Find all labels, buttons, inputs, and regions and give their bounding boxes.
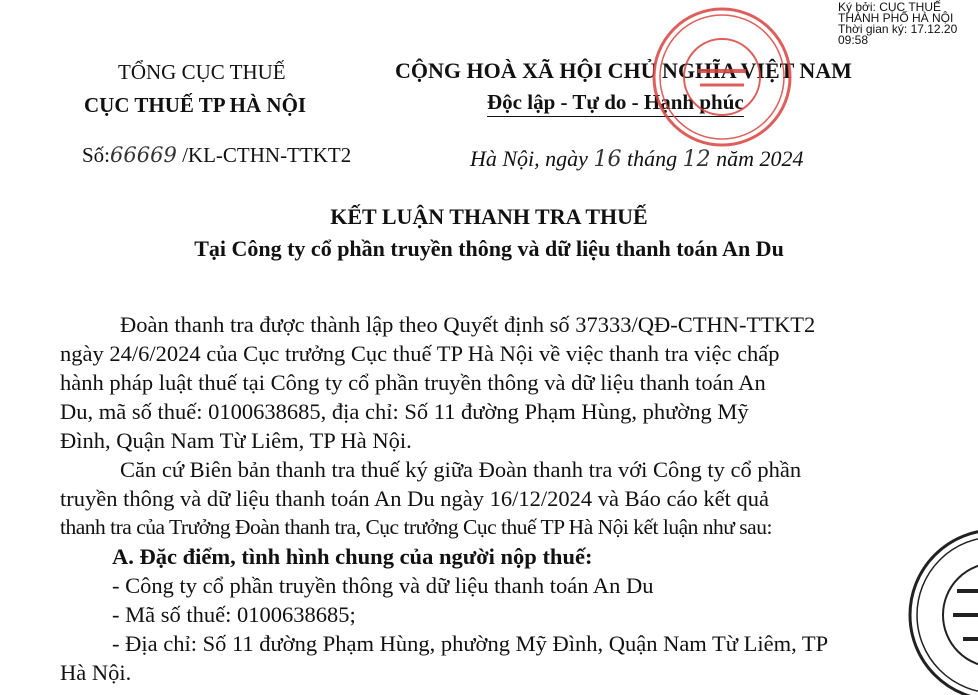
body-line: Du, mã số thuế: 0100638685, địa chỉ: Số 11 đường Phạm Hùng, phường Mỹ <box>60 399 749 424</box>
signed-by: Ký bởi: CỤC THUẾ <box>838 0 941 14</box>
sign-time: Thời gian ký: 17.12.20 <box>838 22 958 36</box>
section-a-heading: A. Đặc điểm, tình hình chung của người nộp thuế: <box>112 544 593 569</box>
body-line: ngày 24/6/2024 của Cục trưởng Cục thuế TP Hà Nội về việc thanh tra việc chấp <box>60 341 780 366</box>
body-line: truyền thông và dữ liệu thanh toán An Du ngày 16/12/2024 và Báo cáo kết quả <box>60 486 769 511</box>
digital-signature-block <box>838 2 957 46</box>
signed-by-2: THÀNH PHỐ HÀ NỘI <box>838 11 954 25</box>
document-number <box>82 143 351 168</box>
date-month: 12 <box>682 147 711 172</box>
body-line: Đình, Quận Nam Từ Liêm, TP Hà Nội. <box>60 428 412 453</box>
document-title: KẾT LUẬN THANH TRA THUẾ <box>330 204 648 229</box>
document-body <box>60 310 920 687</box>
motto: Độc lập - Tự do - Hạnh phúc <box>487 90 744 117</box>
info-item: - Công ty cổ phần truyền thông và dữ liệu thanh toán An Du <box>112 573 654 598</box>
number-suffix: /KL-CTHN-TTKT2 <box>176 143 352 167</box>
body-line: Căn cứ Biên bản thanh tra thuế ký giữa Đoàn thanh tra với Công ty cổ phần <box>120 457 802 482</box>
official-stamp-top <box>640 5 820 155</box>
document-subtitle: Tại Công ty cổ phần truyền thông và dữ liệu thanh toán An Du <box>194 236 784 261</box>
date-part: tháng <box>621 146 683 171</box>
date-part: năm 2024 <box>710 146 804 171</box>
date-part: Hà Nội, ngày <box>470 146 594 171</box>
date-day: 16 <box>593 147 622 172</box>
info-item: - Mã số thuế: 0100638685; <box>112 602 356 627</box>
number-prefix: Số: <box>82 143 111 167</box>
body-line: Đoàn thanh tra được thành lập theo Quyết định số 37333/QĐ-CTHN-TTKT2 <box>120 312 816 337</box>
info-item: - Địa chỉ: Số 11 đường Phạm Hùng, phường Mỹ Đình, Quận Nam Từ Liêm, TP <box>112 631 829 656</box>
agency-name: TỔNG CỤC THUẾ <box>118 60 286 84</box>
official-stamp-bottom <box>905 495 978 695</box>
number-handwritten: 66669 <box>110 143 177 167</box>
department-name: CỤC THUẾ TP HÀ NỘI <box>84 93 307 117</box>
country-name: CỘNG HOÀ XÃ HỘI CHỦ NGHĨA VIỆT NAM <box>395 58 852 83</box>
sign-time-2: 09:58 <box>838 33 869 47</box>
info-item: Hà Nội. <box>60 660 132 685</box>
body-line: hành pháp luật thuế tại Công ty cổ phần truyền thông và dữ liệu thanh toán An <box>60 370 766 395</box>
body-line: thanh tra của Trưởng Đoàn thanh tra, Cục trưởng Cục thuế TP Hà Nội kết luận như sau: <box>60 515 772 539</box>
